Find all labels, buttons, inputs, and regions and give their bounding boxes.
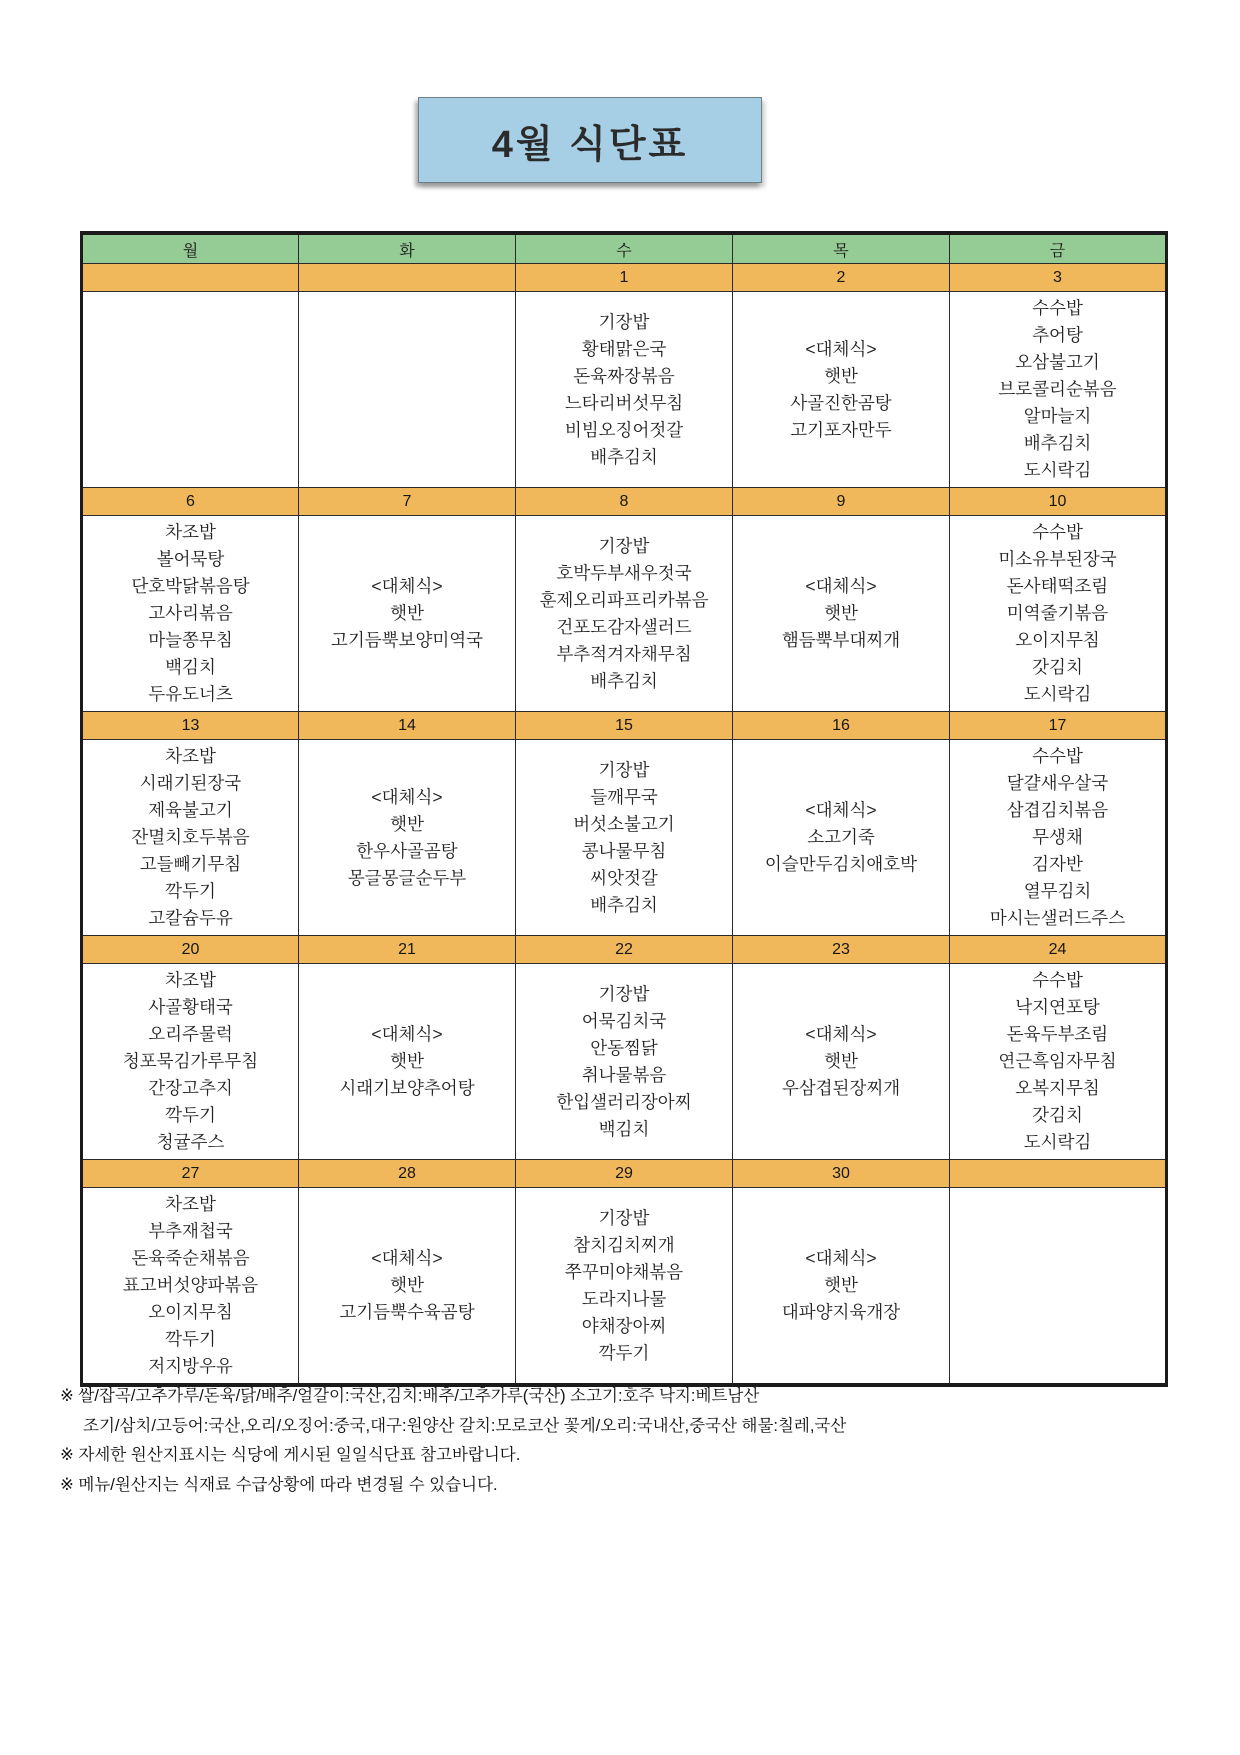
menu-item: 햇반 [390,1051,424,1071]
menu-item: 햄듬뿍부대찌개 [781,630,901,650]
menu-item: 고들빼기무침 [139,854,242,874]
menu-item: 참치김치찌개 [573,1234,675,1255]
menu-cell [950,292,1167,488]
menu-item: 어묵김치국 [581,1010,667,1031]
menu-item: 저지방우유 [148,1356,233,1376]
menu-list [299,292,515,487]
menu-list [83,292,298,487]
menu-item: 연근흑임자무침 [998,1051,1117,1071]
date-row [82,264,1167,292]
menu-list [950,964,1165,1159]
menu-cell [516,292,733,488]
menu-item: 열무김치 [1023,881,1092,901]
menu-cell [82,516,299,712]
page-title: 4월 식단표 [491,123,689,166]
menu-list [950,292,1165,487]
menu-item: 김자반 [1032,854,1083,874]
menu-cell [733,292,950,488]
date-cell: 8 [516,488,733,516]
menu-item: 호박두부새우젓국 [556,562,692,583]
menu-item: 느타리버섯무침 [564,392,684,413]
menu-item: 오리주물럭 [148,1024,233,1044]
menu-cell [516,740,733,936]
menu-item: 고기듬뿍수육곰탕 [339,1302,475,1322]
menu-list [299,740,515,935]
menu-item: <대체식> [805,1248,877,1268]
menu-cell [516,516,733,712]
menu-item: 볼어묵탕 [156,549,225,569]
menu-item: <대체식> [371,576,443,596]
menu-item: <대체식> [805,1024,877,1044]
date-row [82,712,1167,740]
menu-item: 도시락김 [1023,460,1092,480]
date-cell: 1 [516,264,733,292]
menu-item: 달걀새우살국 [1006,773,1109,793]
menu-item: 우삼겹된장찌개 [781,1078,901,1098]
footnote-change-notice: ※ 메뉴/원산지는 식재료 수급상황에 따라 변경될 수 있습니다. [60,1475,498,1494]
menu-list [299,964,515,1159]
day-header-fri: 금 [950,233,1167,264]
menu-item: 기장밥 [598,983,650,1004]
menu-item: 청귤주스 [156,1132,225,1152]
menu-item: 갓김치 [1032,1105,1083,1125]
menu-item: 배추김치 [1023,433,1092,453]
menu-item: 몽글몽글순두부 [347,867,467,888]
menu-item: 오복지무침 [1015,1078,1100,1098]
menu-item: 사골황태국 [148,997,233,1017]
menu-item: 도시락김 [1023,1132,1092,1152]
menu-list [83,1188,298,1383]
date-cell: 30 [733,1160,950,1188]
menu-item: 도시락김 [1023,684,1092,704]
menu-item: 한우사골곰탕 [356,840,458,861]
footnote-origin-line1: ※ 쌀/잡곡/고추가루/돈육/닭/배추/얼갈이:국산,김치:배추/고추가루(국산) 소고기:호주 낙지:베트남산 [60,1387,760,1405]
menu-cell [733,964,950,1160]
menu-item: 표고버섯양파볶음 [122,1275,259,1295]
menu-list [516,1188,732,1383]
menu-item: 오이지무침 [1015,630,1100,650]
menu-cell [299,292,516,488]
menu-item: 훈제오리파프리카볶음 [539,589,709,610]
menu-item: 마시는샐러드주스 [989,908,1126,928]
menu-list [299,516,515,711]
menu-item: 추어탕 [1032,325,1083,345]
menu-item: 햇반 [390,813,424,834]
menu-list [516,740,732,935]
date-cell: 21 [299,936,516,964]
menu-item: 건포도감자샐러드 [556,616,692,637]
menu-list [733,964,949,1159]
menu-item: 야채장아찌 [581,1315,667,1336]
date-cell: 17 [950,712,1167,740]
footnotes [60,1382,1190,1500]
menu-item: 차조밥 [165,522,216,542]
day-header-thu: 목 [733,233,950,264]
menu-item: 고사리볶음 [148,603,233,623]
menu-item: <대체식> [805,338,877,359]
title-box [418,97,762,183]
menu-row [82,516,1167,712]
menu-item: 미역줄기볶음 [1006,603,1109,623]
date-cell: 22 [516,936,733,964]
date-cell [82,264,299,292]
menu-item: 간장고추지 [148,1078,233,1098]
footnote-origin-line2: 조기/삼치/고등어:국산,오리/오징어:중국,대구:원양산 갈치:모로코산 꽃게/오리:국내산,중국산 해물:칠레,국산 [83,1416,847,1435]
menu-item: 햇반 [390,603,424,623]
menu-item: 오삼불고기 [1015,352,1100,372]
date-cell: 14 [299,712,516,740]
menu-item: <대체식> [371,786,443,807]
menu-item: 깍두기 [165,1105,216,1125]
date-cell: 15 [516,712,733,740]
date-row [82,1160,1167,1188]
menu-item: 백김치 [165,657,216,677]
menu-item: 부추재첩국 [148,1221,233,1241]
menu-item: <대체식> [805,576,877,596]
menu-item: 두유도너츠 [148,684,233,704]
menu-cell [733,740,950,936]
date-cell [299,264,516,292]
menu-item: 햇반 [824,603,858,623]
menu-cell [950,1188,1167,1386]
menu-item: 갓김치 [1032,657,1083,677]
menu-item: 무생채 [1032,827,1083,847]
menu-item: 들깨무국 [590,786,658,807]
menu-item: 깍두기 [165,881,216,901]
day-header-mon: 월 [82,233,299,264]
menu-item: 대파양지육개장 [781,1302,901,1322]
menu-item: 비빔오징어젓갈 [564,419,684,440]
day-header-tue: 화 [299,233,516,264]
menu-item: 수수밥 [1032,298,1083,318]
menu-list [516,964,732,1159]
menu-list [733,292,949,487]
menu-item: 돈육죽순채볶음 [131,1248,250,1268]
menu-item: 깍두기 [165,1329,216,1349]
menu-item: 미소유부된장국 [998,549,1117,569]
date-cell: 3 [950,264,1167,292]
menu-item: 안동찜닭 [590,1037,658,1058]
menu-item: 수수밥 [1032,522,1083,542]
menu-item: 햇반 [824,1051,858,1071]
date-row [82,488,1167,516]
menu-row [82,1188,1167,1386]
menu-item: 제육불고기 [148,800,233,820]
menu-cell [733,1188,950,1386]
menu-cell [299,740,516,936]
date-row [82,936,1167,964]
menu-item: 오이지무침 [148,1302,233,1322]
menu-item: 기장밥 [598,1207,650,1228]
menu-item: 알마늘지 [1023,406,1092,426]
date-cell: 29 [516,1160,733,1188]
date-cell: 13 [82,712,299,740]
menu-item: 고기포자만두 [790,419,892,440]
menu-item: 수수밥 [1032,970,1083,990]
menu-item: 시래기보양추어탕 [339,1078,475,1098]
date-cell: 23 [733,936,950,964]
menu-item: 차조밥 [165,970,216,990]
menu-item: 도라지나물 [581,1288,667,1309]
menu-cell [516,964,733,1160]
menu-cell [82,1188,299,1386]
menu-cell [82,964,299,1160]
menu-row [82,740,1167,936]
menu-list [83,516,298,711]
menu-item: 단호박닭볶음탕 [131,576,250,596]
menu-list [516,516,732,711]
menu-item: 버섯소불고기 [573,813,675,834]
meal-calendar-table [80,231,1168,1387]
date-cell: 16 [733,712,950,740]
menu-row [82,964,1167,1160]
menu-item: 고기듬뿍보양미역국 [330,630,484,650]
menu-item: 기장밥 [598,311,650,332]
menu-item: 청포묵김가루무침 [122,1051,259,1071]
menu-item: 백김치 [598,1118,650,1139]
menu-item: 기장밥 [598,759,650,780]
menu-item: 차조밥 [165,1194,216,1214]
menu-item: 씨앗젓갈 [590,867,658,888]
menu-cell [950,740,1167,936]
menu-item: 소고기죽 [807,827,875,847]
menu-item: 깍두기 [598,1342,650,1363]
menu-list [950,1188,1165,1383]
date-cell: 6 [82,488,299,516]
menu-item: 시래기된장국 [139,773,242,793]
menu-item: 잔멸치호두볶음 [131,827,250,847]
date-cell: 10 [950,488,1167,516]
menu-list [299,1188,515,1383]
menu-item: 사골진한곰탕 [790,392,892,413]
menu-item: 햇반 [824,1275,858,1295]
menu-item: 쭈꾸미야채볶음 [564,1261,684,1282]
menu-cell [299,516,516,712]
menu-item: 돈사태떡조림 [1006,576,1109,596]
menu-list [83,740,298,935]
menu-cell [733,516,950,712]
menu-item: 수수밥 [1032,746,1083,766]
menu-item: 돈육두부조림 [1006,1024,1109,1044]
menu-list [733,740,949,935]
menu-item: 고칼슘두유 [148,908,233,928]
menu-cell [299,1188,516,1386]
menu-list [950,740,1165,935]
menu-item: 마늘쫑무침 [148,630,233,650]
menu-item: 햇반 [390,1275,424,1295]
menu-item: <대체식> [371,1024,443,1044]
menu-item: 배추김치 [590,446,658,467]
date-cell: 20 [82,936,299,964]
day-header-wed: 수 [516,233,733,264]
menu-item: 배추김치 [590,894,658,915]
menu-item: 부추적겨자채무침 [556,643,692,664]
menu-cell [516,1188,733,1386]
menu-item: 기장밥 [598,535,650,556]
menu-item: 황태맑은국 [581,338,667,359]
menu-list [83,964,298,1159]
menu-cell [299,964,516,1160]
menu-item: 브로콜리순볶음 [998,379,1117,399]
date-cell: 27 [82,1160,299,1188]
menu-item: 돈육짜장볶음 [573,365,675,386]
day-header-row [82,233,1167,264]
date-cell: 7 [299,488,516,516]
menu-row [82,292,1167,488]
menu-list [733,1188,949,1383]
menu-cell [82,292,299,488]
date-cell: 28 [299,1160,516,1188]
date-cell: 2 [733,264,950,292]
date-cell [950,1160,1167,1188]
menu-list [516,292,732,487]
menu-item: 차조밥 [165,746,216,766]
menu-cell [950,516,1167,712]
menu-item: 햇반 [824,365,858,386]
menu-item: 취나물볶음 [581,1064,667,1085]
menu-item: 이슬만두김치애호박 [764,854,918,874]
menu-item: <대체식> [805,800,877,820]
menu-item: 한입샐러리장아찌 [556,1091,692,1112]
date-cell: 9 [733,488,950,516]
menu-list [733,516,949,711]
menu-item: <대체식> [371,1248,443,1268]
menu-cell [950,964,1167,1160]
menu-item: 콩나물무침 [581,840,667,861]
menu-item: 삼겹김치볶음 [1006,800,1109,820]
menu-item: 배추김치 [590,670,658,691]
menu-cell [82,740,299,936]
footnote-detail-notice: ※ 자세한 원산지표시는 식당에 게시된 일일식단표 참고바랍니다. [60,1446,521,1464]
date-cell: 24 [950,936,1167,964]
menu-item: 낙지연포탕 [1015,997,1100,1017]
menu-list [950,516,1165,711]
